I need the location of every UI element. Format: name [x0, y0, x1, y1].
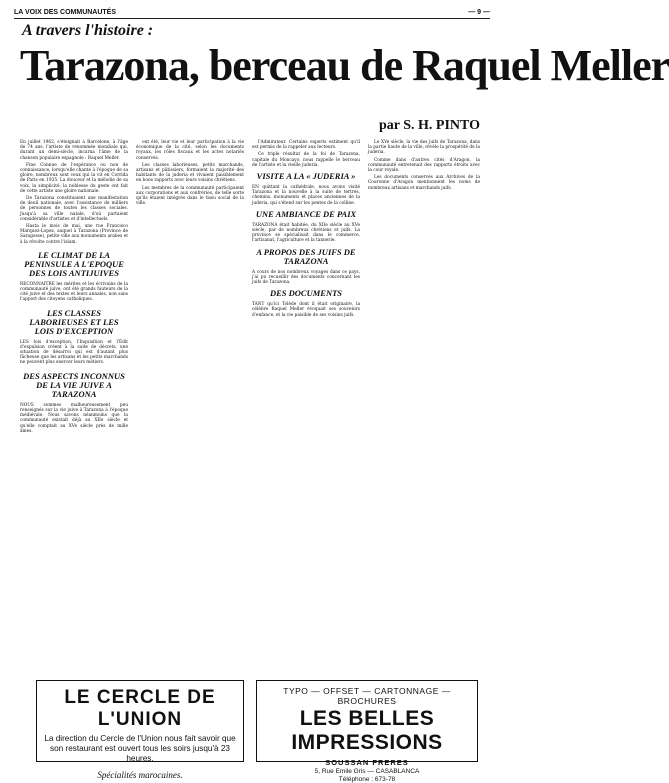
body-paragraph: RECONNAITRE les mérites et les écrivains de la communauté juive, ont été grands fauteurs de la cité juive et des textes et leurs annales, non sans l'apport des citoyens catholiques.	[20, 281, 128, 303]
body-paragraph: LES lois d'exception, l'Inquisition et l'Édit d'expulsion créent à la suite de décrets, une situation de désarroi qui est d'autant plus fâcheuse que les artisans et les petits marchands ne peuvent plus exercer leurs métiers.	[20, 339, 128, 366]
body-paragraph: Les documents conservés aux Archives de la Couronne d'Aragon mentionnent les noms de nombreux artisans et marchands juifs.	[368, 175, 480, 191]
body-paragraph: TANT qu'ici Tolède dont il était originaire, la célèbre Raquel Meller évoquait ses souvenirs d'enfance, et la vie paisible de ses voisins juifs.	[252, 302, 360, 318]
ad-owner: SOUSSAN FRERES	[325, 758, 409, 767]
section-heading: UNE AMBIANCE DE PAIX	[255, 208, 357, 219]
ad-heading: LES BELLES IMPRESSIONS	[291, 707, 443, 754]
column-2	[136, 140, 244, 665]
ad-specialty: Spécialités marocaines.	[97, 770, 183, 780]
body-paragraph: A cours de nos nombreux voyages dans ce pays, j'ai pu recueillir des documents concernant les juifs de Tarazona.	[252, 269, 360, 286]
intro-paragraph: Fine Connue de l'espérance ou non de connaissance, lorsqu'elle chante à l'époque de sa gloire, nombreux sont ceux qui la vit en Corrida de Paris en 1935. La douceur et la mélodie de sa voix, la simplicité, la noblesse du geste ont fait de cette artiste une gloire nationale.	[20, 162, 128, 194]
intro-paragraph: Hasta le mois de mai, une rue Francisco Marquez-Lopez, auquel à Tarazona (Province de Saragosse), petite ville aux monuments arabes et à la révolte contre l'islam.	[20, 224, 128, 245]
advertisement-cercle-union	[36, 680, 244, 780]
section-heading: LE CLIMAT DE LA PENINSULE A L'EPOQUE DES LOIS ANTIJUIVES	[24, 249, 124, 278]
body-paragraph: EN quittant la cathédrale, nous avons visité Tarazona et la nouvelle à la suite de tertres, chemins, monuments et places anciennes de la juderia, qui s'étend sur les pentes de la colline.	[252, 185, 360, 206]
article-title: Tarazona, berceau de Raquel Meller	[20, 41, 669, 90]
ad-phone: Téléphone : 673-78	[338, 776, 396, 783]
column-1	[20, 140, 128, 665]
advertisement-belles-impressions	[256, 680, 478, 783]
ad-text: La direction du Cercle de l'Union nous fait savoir que son restaurant est ouvert tous les soirs jusqu'à 23 heures.	[44, 734, 236, 763]
article-byline: par S. H. PINTO	[378, 118, 480, 133]
body-paragraph: TARAZONA était habitée, du XIIe siècle au XVe siècle, par de nombreux chrétiens et juifs. La province se spécialisait dans le commerce, l'artisanat, l'agriculture et la tannerie.	[252, 222, 360, 244]
ad-heading: LE CERCLE DE L'UNION	[64, 687, 216, 730]
body-paragraph: Le XVe siècle, la vie des juifs de Tarazona, dans la partie haute de la ville, révèle la prospérité de la juderia.	[368, 140, 480, 156]
publication-name: LA VOIX DES COMMUNAUTÉS	[14, 8, 117, 16]
body-paragraph: Les classes laborieuses, petits marchands, artisans et pâtissiers, formaient la majorité des habitants de la juderia et vivaient paisiblement en bons rapports avec leurs voisins chrétiens.	[136, 162, 244, 184]
intro-paragraph: En juillet 1962, s'éteignait à Barcelone, à l'âge de 74 ans, l'artiste de renommée mondiale qui, durant un demi-siècle, incarna l'âme de la chanson populaire espagnole : Raquel Meller.	[20, 140, 128, 161]
body-paragraph: ont été, leur vie et leur participation à la vie économique de la cité, selon les documents royaux, les rôles fiscaux et les actes notariés conservés.	[136, 140, 244, 161]
intro-paragraph: De Tarazona constituaient une manifestation de deuil nationale, avec l'assistance de milliers de personnes de toutes les classes sociales. Jusqu'à sa ville natale, d'où partaient considérable d'artistes et d'intellectuels.	[20, 196, 128, 222]
column-4	[368, 140, 480, 665]
page-number: — 9 —	[468, 8, 490, 16]
section-heading: DES ASPECTS INCONNUS DE LA VIE JUIVE A TARAZONA	[23, 370, 125, 399]
running-header	[14, 6, 490, 19]
section-heading: LES CLASSES LABORIEUSES ET LES LOIS D'EXCEPTION	[29, 307, 119, 336]
body-paragraph: Ce triple résultat de la foi de Tarazona, capitale du Moncayo, nous rappelle le berceau de l'artiste et la vieille juderia.	[252, 152, 360, 168]
column-3	[252, 140, 360, 665]
body-paragraph: l'Admirateur. Certains experts estiment qu'il est permis de la rappeler aux lecteurs.	[252, 140, 360, 151]
article-kicker: A travers l'histoire :	[22, 22, 154, 39]
body-paragraph: NOUS sommes malheureusement peu renseignés sur la vie juive à Tarazona à l'époque médiévale. Nous savons néanmoins que la communauté existait déjà au XIIe siècle et qu'elle comptait au XVe siècle près de mille âmes.	[20, 402, 128, 434]
body-paragraph: Les membres de la communauté participaient aux corporations et aux confréries, de telle sorte qu'ils étaient intégrés dans le tissu social de la ville.	[136, 185, 244, 207]
ad-address: 5, Rue Emile Gris — CASABLANCA	[314, 768, 420, 775]
ad-tagline: TYPO — OFFSET — CARTONNAGE — BROCHURES	[283, 686, 451, 706]
body-paragraph: Comme dans d'autres cités d'Aragon, la communauté entretenait des rapports étroits avec la cour royale.	[368, 157, 480, 174]
section-heading: A PROPOS DES JUIFS DE TARAZONA	[256, 246, 356, 266]
section-heading: VISITE A LA « JUDERIA »	[256, 171, 356, 182]
section-heading: DES DOCUMENTS	[269, 288, 343, 299]
